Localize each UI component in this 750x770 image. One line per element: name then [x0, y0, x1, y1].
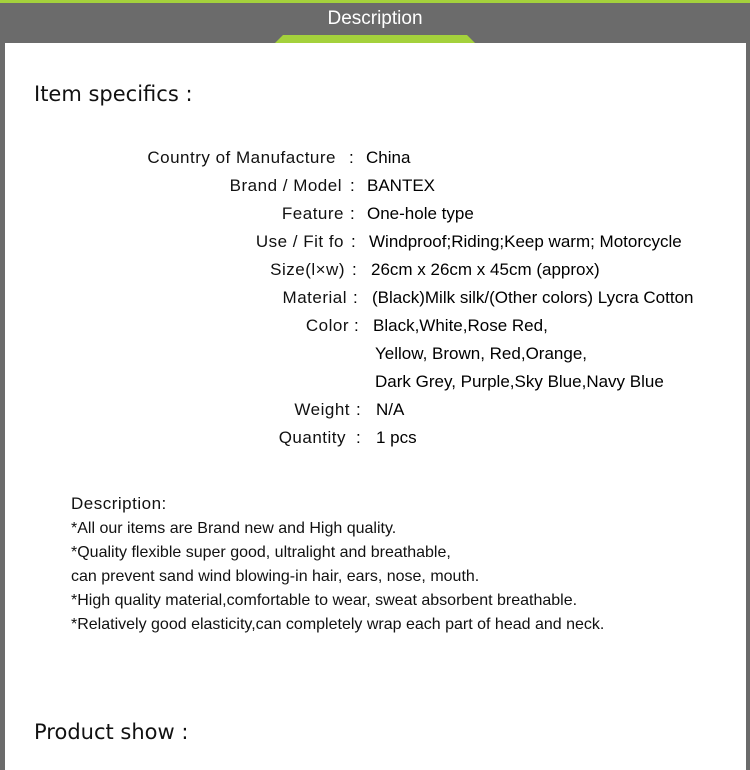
top-accent-line	[0, 0, 750, 3]
spec-sep: :	[352, 260, 357, 279]
spec-label-brand: Brand / Model	[229, 176, 342, 195]
spec-value-color-cont-1: Yellow, Brown, Red,Orange,	[375, 344, 587, 363]
spec-value-material: (Black)Milk silk/(Other colors) Lycra Cotton	[372, 288, 694, 307]
spec-label-quantity: Quantity	[278, 428, 346, 447]
spec-value-weight: N/A	[376, 400, 405, 419]
spec-value-size: 26cm x 26cm x 45cm (approx)	[371, 260, 600, 279]
spec-label-size: Size(l×w)	[270, 260, 345, 279]
description-line: *All our items are Brand new and High quality.	[71, 520, 397, 537]
spec-sep: :	[349, 148, 354, 167]
header-tab-accent	[275, 35, 475, 43]
spec-value-brand: BANTEX	[367, 176, 436, 195]
spec-label-weight: Weight	[294, 400, 350, 419]
spec-value-quantity: 1 pcs	[376, 428, 417, 447]
description-line: *Quality flexible super good, ultralight and breathable,	[71, 544, 451, 561]
description-title: Description:	[71, 494, 167, 513]
spec-label-use: Use / Fit fo	[255, 232, 344, 251]
spec-sep: :	[350, 176, 355, 195]
item-specifics-heading: Item specifics :	[34, 82, 193, 106]
spec-label-feature: Feature	[281, 204, 344, 223]
spec-sep: :	[356, 400, 361, 419]
description-line: *Relatively good elasticity,can completely wrap each part of head and neck.	[71, 616, 605, 633]
spec-value-country: China	[366, 148, 411, 167]
spec-value-color-cont-2: Dark Grey, Purple,Sky Blue,Navy Blue	[375, 372, 664, 391]
spec-label-country: Country of Manufacture	[147, 148, 336, 167]
spec-label-material: Material	[282, 288, 347, 307]
spec-value-use: Windproof;Riding;Keep warm; Motorcycle	[369, 232, 682, 251]
header-title: Description	[327, 8, 423, 29]
spec-sep: :	[354, 316, 359, 335]
description-line: can prevent sand wind blowing-in hair, ears, nose, mouth.	[71, 568, 480, 585]
spec-sep: :	[353, 288, 358, 307]
spec-label-color: Color	[305, 316, 349, 335]
spec-value-feature: One-hole type	[367, 204, 474, 223]
description-line: *High quality material,comfortable to wear, sweat absorbent breathable.	[71, 592, 578, 609]
product-show-heading: Product show :	[34, 720, 189, 744]
spec-sep: :	[356, 428, 361, 447]
spec-sep: :	[351, 232, 356, 251]
spec-sep: :	[350, 204, 355, 223]
spec-value-color: Black,White,Rose Red,	[373, 316, 548, 335]
